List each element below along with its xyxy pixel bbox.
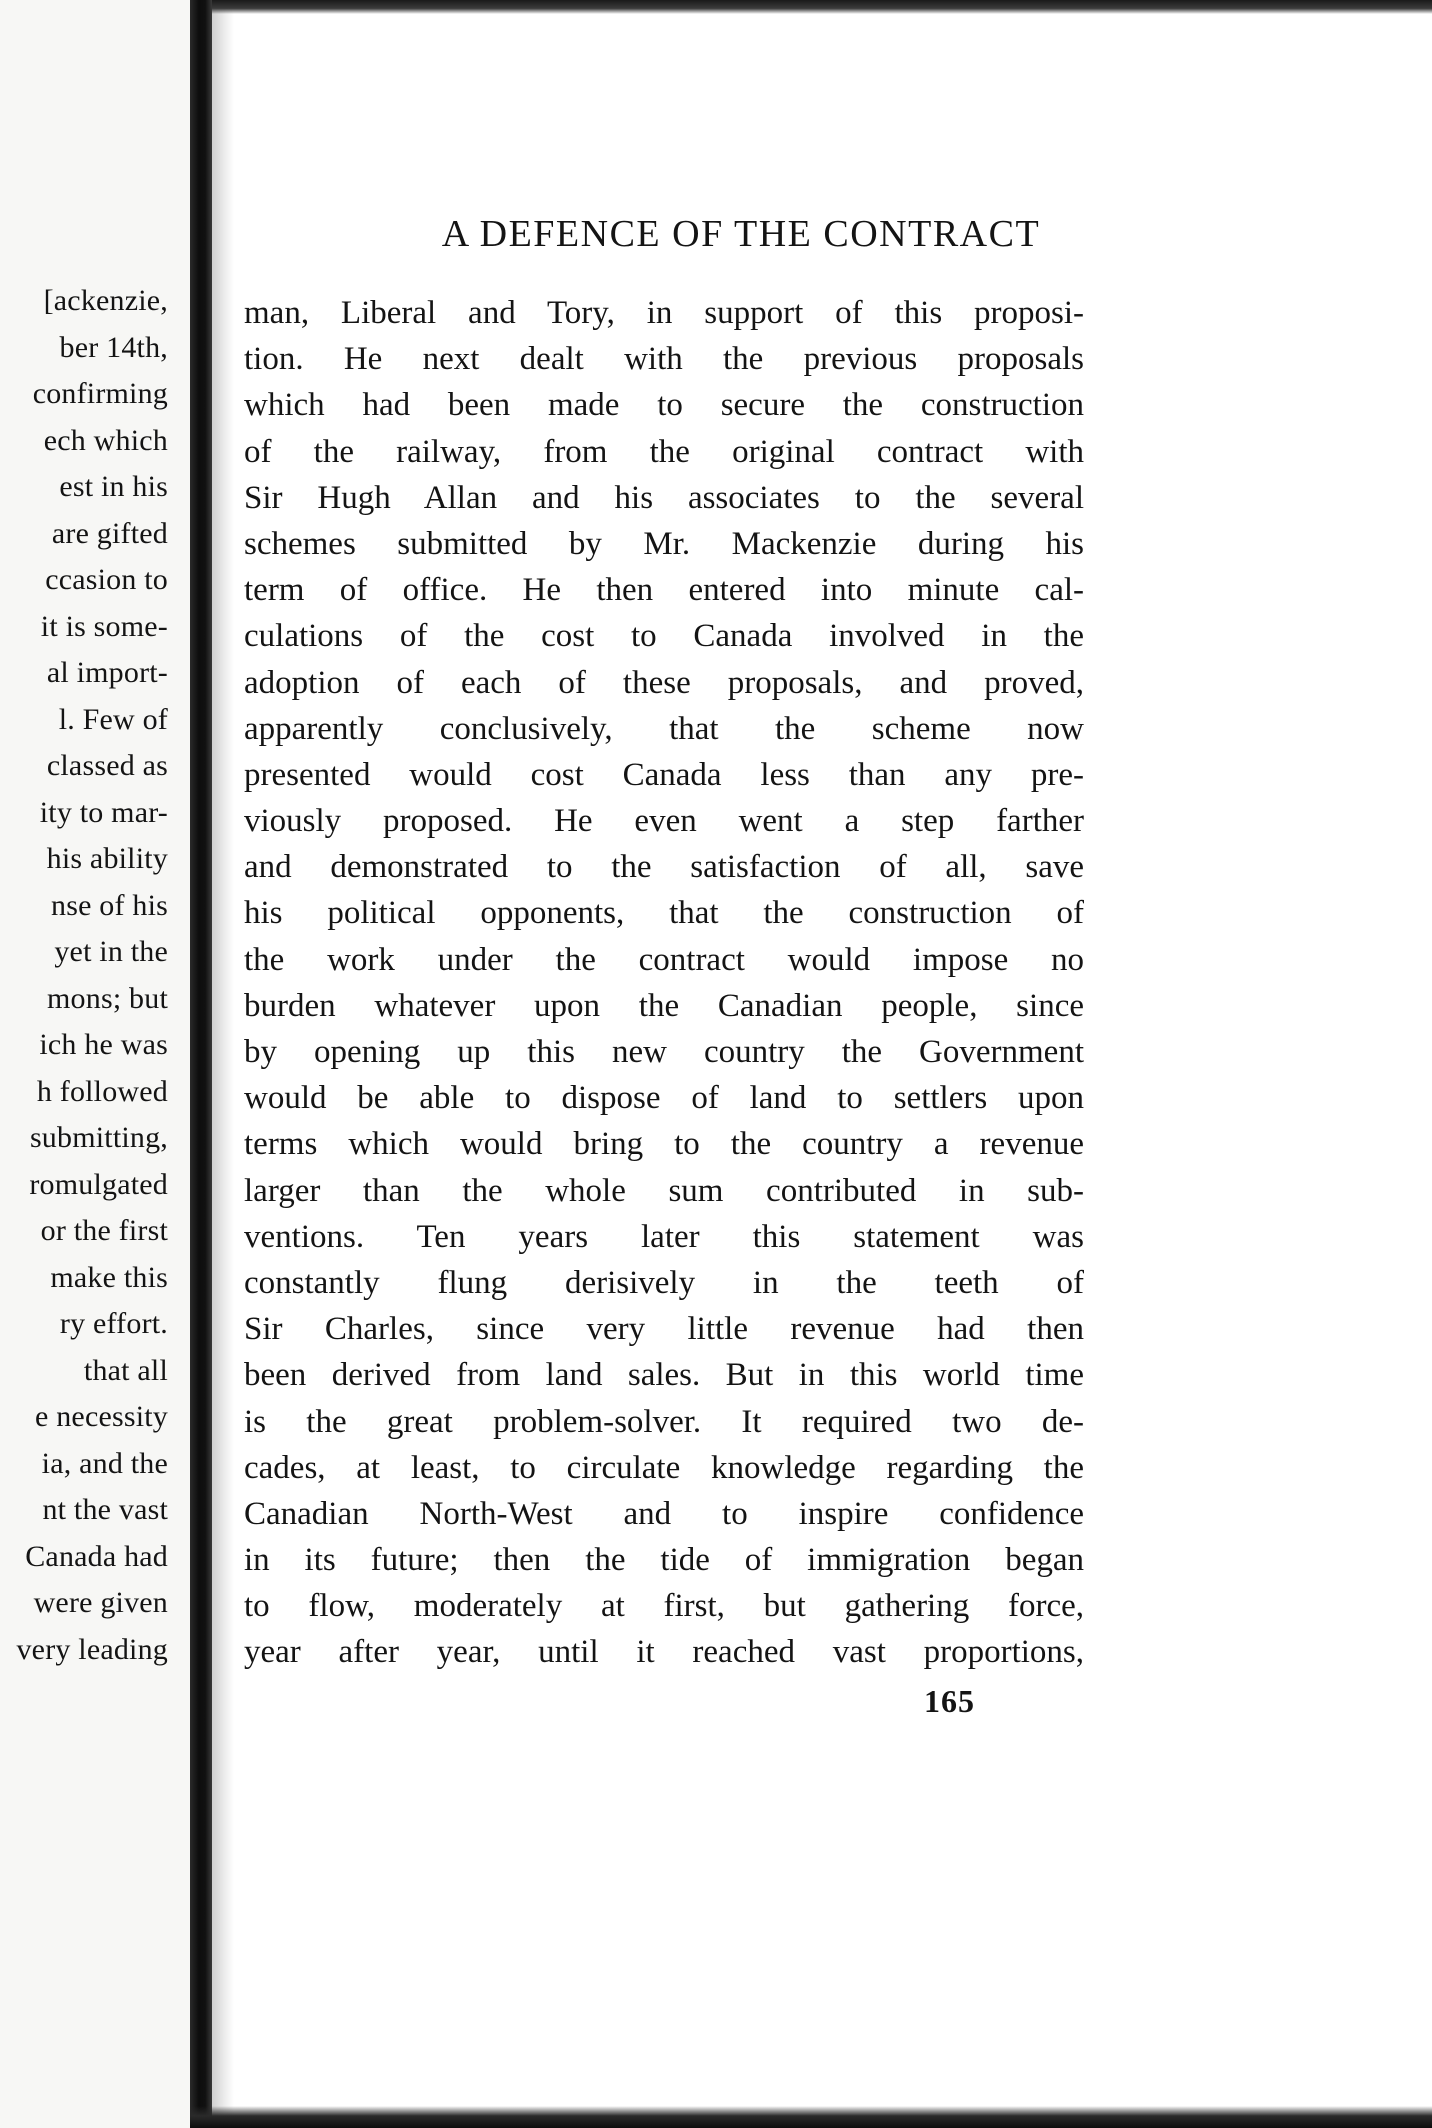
left-page-line: al import- [46,656,168,689]
left-page-line: Canada had [25,1539,168,1573]
scan-bottom-edge [190,2106,1432,2128]
main-page [234,0,1432,2106]
text-line: Sir Charles, since very little revenue had then [244,1311,1084,1348]
text-line: apparently conclusively, that the scheme now [244,710,1084,747]
text-line: tion. He next dealt with the previous proposals [244,341,1084,378]
text-line: presented would cost Canada less than any pre- [244,756,1084,793]
text-line: is the great problem-solver. It required two de- [244,1403,1084,1440]
left-page-line: l. Few of [58,702,168,736]
text-line: of the railway, from the original contract with [244,433,1084,470]
text-line: the work under the contract would impose no [244,941,1084,978]
text-line: burden whatever upon the Canadian people, since [244,987,1084,1024]
left-page-line: or the first [40,1214,168,1247]
left-page-line: ber 14th, [59,330,168,364]
text-line: been derived from land sales. But in this world time [244,1357,1084,1394]
gutter-shadow [212,0,234,2128]
left-page-line: ccasion to [45,563,168,596]
left-page-line: est in his [59,470,168,503]
text-line: which had been made to secure the construction [244,387,1084,424]
left-page-line: ech which [43,423,168,457]
left-page-line: ich he was [39,1028,168,1061]
left-page-line: very leading [16,1632,168,1666]
running-header: A DEFENCE OF THE CONTRACT [441,213,1041,255]
text-line: to flow, moderately at first, but gathering force, [244,1588,1084,1625]
text-line: by opening up this new country the Government [244,1034,1084,1070]
left-page-line: mons; but [47,981,168,1015]
left-page-line: are gifted [51,516,168,550]
left-page-line: yet in the [54,935,168,968]
left-facing-page [0,0,190,2128]
text-line: viously proposed. He even went a step farther [244,803,1084,840]
text-line: year after year, until it reached vast proportions, [244,1634,1084,1671]
left-page-line: make this [50,1260,168,1294]
left-page-line: h followed [36,1074,168,1108]
text-line: ventions. Ten years later this statement was [244,1218,1084,1255]
text-line: Canadian North-West and to inspire confidence [244,1495,1084,1532]
left-page-line: his ability [46,842,168,875]
left-page-line: that all [83,1353,168,1387]
text-line: larger than the whole sum contributed in sub- [244,1172,1084,1209]
left-page-line: confirming [32,377,168,410]
left-page-line: ia, and the [41,1446,168,1480]
left-page-line: it is some- [40,609,168,643]
text-line: his political opponents, that the construction of [244,895,1084,932]
left-page-line: ry effort. [59,1307,168,1340]
left-page-line: [ackenzie, [43,284,168,317]
left-page-line: submitting, [29,1121,168,1154]
text-line: would be able to dispose of land to settlers upon [244,1080,1084,1117]
left-page-line: e necessity [35,1400,168,1433]
text-line: culations of the cost to Canada involved in the [244,618,1084,655]
body-text [244,290,1084,1676]
text-line: adoption of each of these proposals, and proved, [244,664,1084,701]
left-page-line: classed as [46,749,168,782]
left-page-line: romulgated [29,1167,168,1201]
text-line: in its future; then the tide of immigration began [244,1542,1084,1579]
text-line: constantly flung derisively in the teeth of [244,1264,1084,1301]
left-page-line: were given [33,1586,168,1619]
text-line: man, Liberal and Tory, in support of this proposi- [244,295,1084,331]
text-line: schemes submitted by Mr. Mackenzie during his [244,525,1084,562]
left-page-line: ity to mar- [39,795,168,829]
left-page-line: nse of his [51,888,168,922]
page-number: 165 [924,1683,975,1719]
text-line: and demonstrated to the satisfaction of all, save [244,849,1084,886]
left-page-text [0,278,168,1673]
book-gutter [190,0,212,2128]
left-page-line: nt the vast [42,1493,168,1526]
text-line: Sir Hugh Allan and his associates to the several [244,479,1084,516]
text-line: terms which would bring to the country a revenue [244,1126,1084,1163]
text-line: term of office. He then entered into minute cal- [244,572,1084,609]
text-line: cades, at least, to circulate knowledge regarding the [244,1449,1084,1486]
